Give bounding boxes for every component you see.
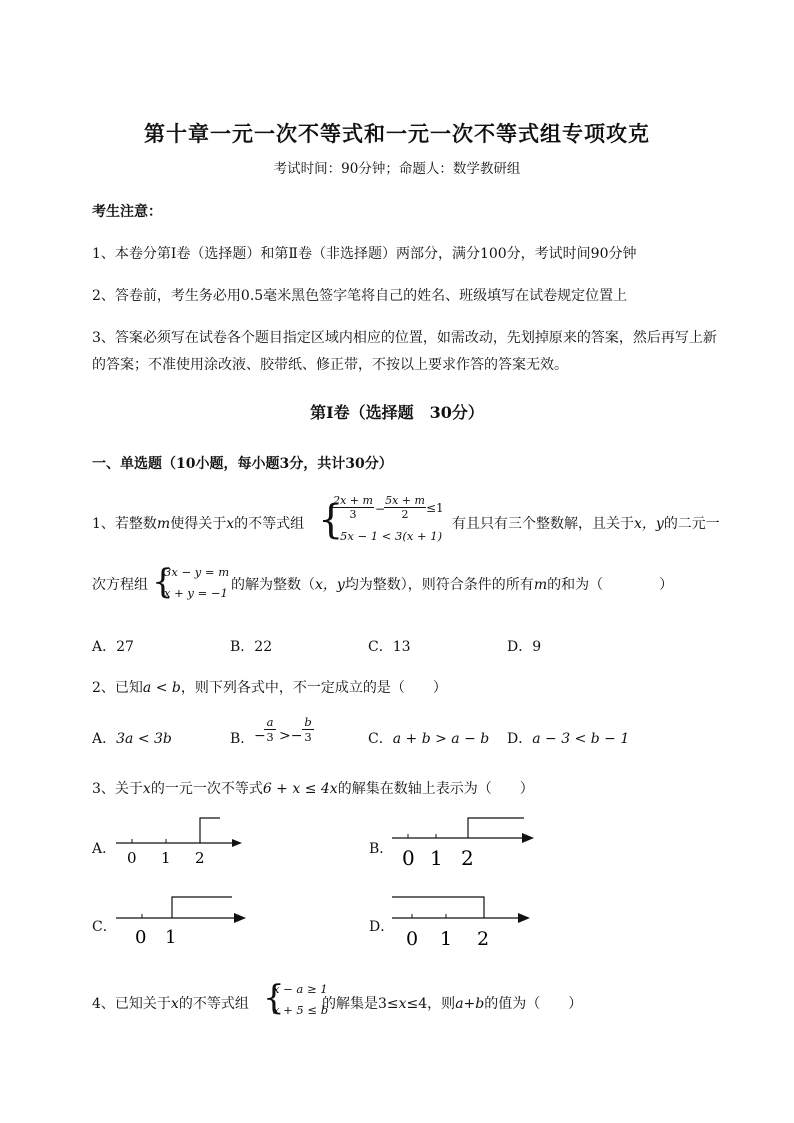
q3-stem: 3、关于x的一元一次不等式6 + x ≤ 4x的解集在数轴上表示为（ ） [92,781,534,797]
q3c-tick-1: 1 [165,927,177,948]
q1-line1-text: 1、若整数m使得关于x的不等式组 [92,516,305,532]
notice-heading: 考生注意： [92,204,162,220]
notice-item-2: 2、答卷前，考生务必用0.5毫米黑色签字笔将自己的姓名、班级填写在试卷规定位置上 [92,288,628,304]
q1-line2-prefix: 次方程组 [92,577,148,593]
q3a-tick-2: 2 [195,849,205,867]
q2-stem: 2、已知a < b，则下列各式中，不一定成立的是（ ） [92,680,447,696]
q3a-tick-1: 1 [161,849,171,867]
q1-option-c[interactable]: C．13 [368,639,411,655]
q3-option-b-label[interactable]: B． [369,841,394,857]
q4-stem-suffix: 的解集是3≤x≤4，则a+b的值为（ ） [322,996,583,1012]
q2-option-c[interactable]: C．a + b > a − b [368,731,490,747]
q1-line2-suffix: 的解为整数（x，y均为整数），则符合条件的所有m的和为（ ） [231,577,674,593]
notice-item-1: 1、本卷分第I卷（选择题）和第Ⅱ卷（非选择题）两部分，满分100分，考试时间90分钟 [92,246,637,262]
q4-inequality-system: { x − a ≥ 1 x + 5 ≤ b [263,978,329,1018]
notice-item-3-cont: 的答案；不准使用涂改液、胶带纸、修正带，不按以上要求作答的答案无效。 [92,357,568,373]
q1-option-d[interactable]: D．9 [507,639,542,655]
q3d-tick-0: 0 [406,928,419,950]
q3b-tick-1: 1 [430,846,443,870]
q3-option-c-label[interactable]: C． [92,919,117,935]
q3-option-b-number-line[interactable] [388,810,538,872]
q3d-tick-1: 1 [440,928,453,950]
page-title: 第十章一元一次不等式和一元一次不等式组专项攻克 [144,121,650,146]
q1-equation-system: { 3x − y = m x + y = −1 [152,562,230,602]
q1-line1-suffix: 有且只有三个整数解，且关于x，y的二元一 [452,516,720,532]
q3a-tick-0: 0 [127,849,137,867]
q2-option-a[interactable]: A．3a < 3b [92,731,172,747]
q4-stem-prefix: 4、已知关于x的不等式组 [92,996,249,1012]
q1-inequality-system: { 2x + m 3 − 5x + m 2 ≤1 5x − 1 < 3(x + 1) [318,494,444,543]
q3-option-a-label[interactable]: A． [92,841,117,857]
q3-option-a-number-line[interactable] [110,810,250,870]
section-title: 一、单选题（10小题，每小题3分，共计30分） [92,456,393,472]
exam-subtitle: 考试时间：90分钟；命题人：数学教研组 [273,161,521,177]
notice-item-3: 3、答案必须写在试卷各个题目指定区域内相应的位置，如需改动，先划掉原来的答案，然后再写上新 [92,330,717,346]
q2-option-d[interactable]: D．a − 3 < b − 1 [507,731,630,747]
q3c-tick-0: 0 [135,927,147,948]
q3b-tick-2: 2 [461,846,474,870]
q1-option-a[interactable]: A．27 [92,639,134,655]
volume-title: 第I卷（选择题 30分） [310,403,484,422]
q3b-tick-0: 0 [402,846,415,870]
q1-option-b[interactable]: B．22 [230,639,273,655]
q3-option-c-number-line[interactable] [112,890,252,950]
q3-option-d-number-line[interactable] [388,890,538,952]
q3d-tick-2: 2 [477,928,490,950]
q3-option-d-label[interactable]: D． [369,919,395,935]
